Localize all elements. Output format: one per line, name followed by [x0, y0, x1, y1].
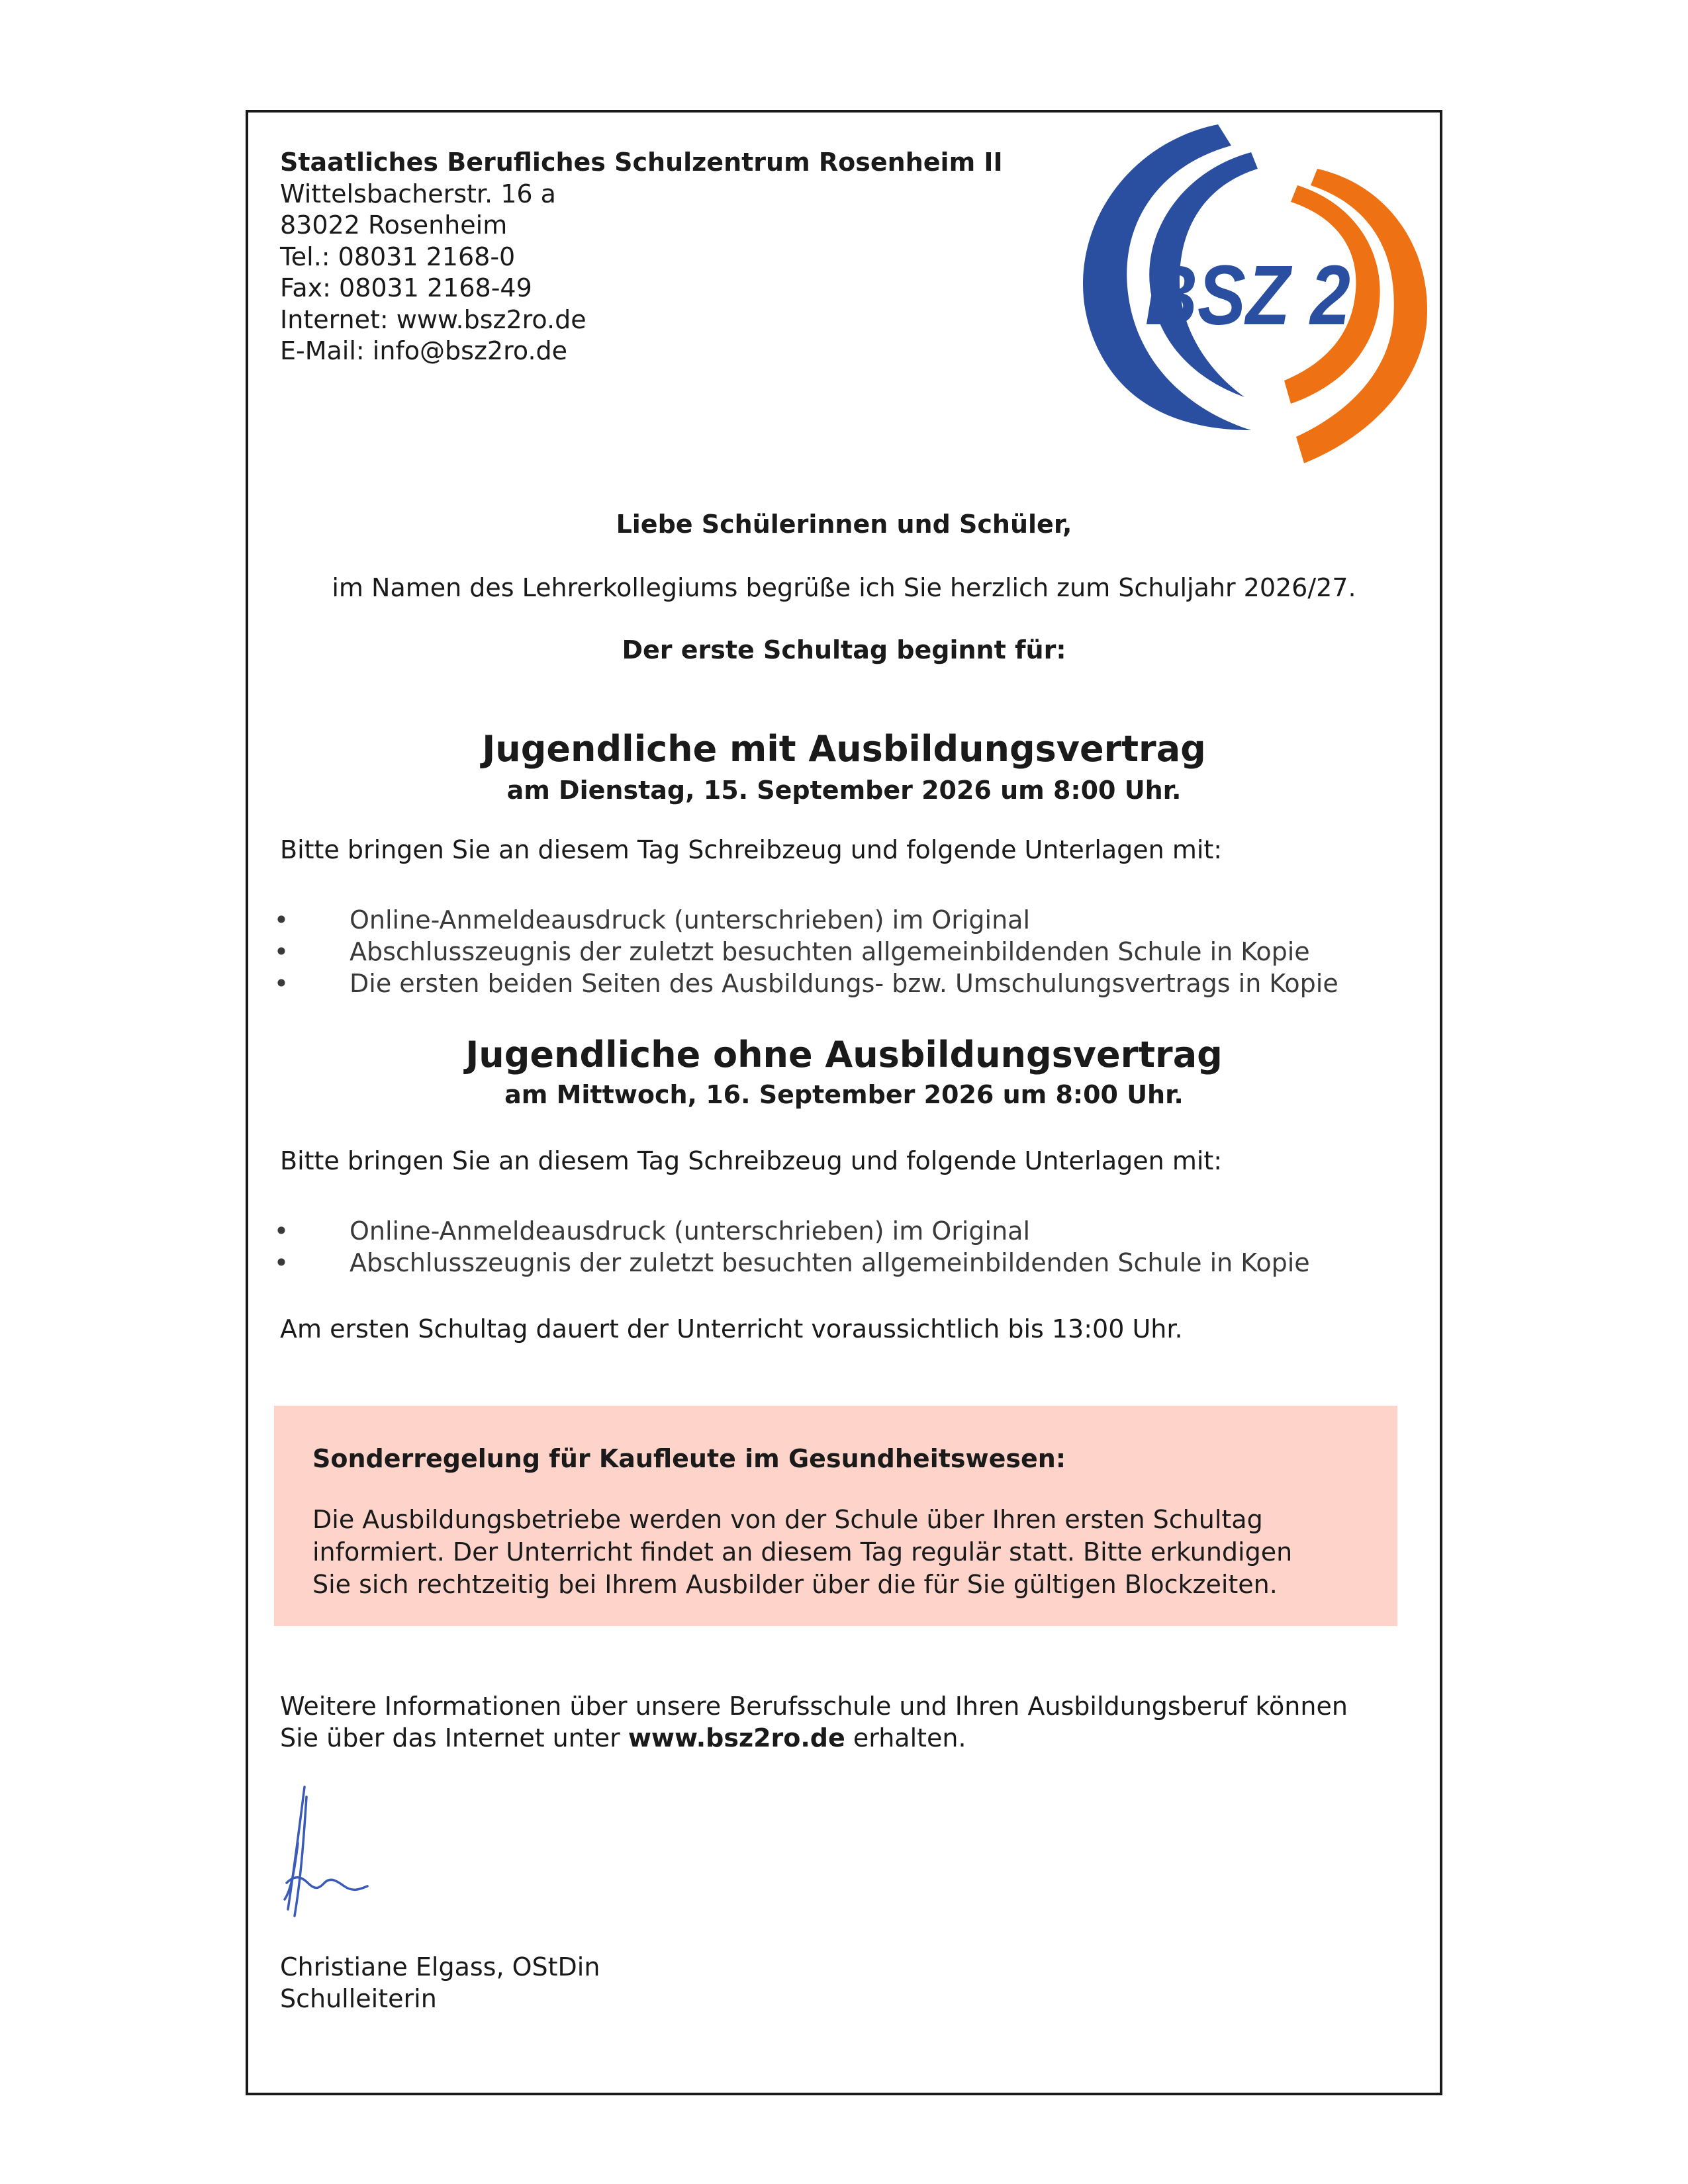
special-rule-notice — [274, 1406, 1397, 1626]
group1-document-list — [271, 904, 1338, 999]
address-city: 83022 Rosenheim — [280, 210, 508, 240]
group2-bring-text: Bitte bringen Sie an diesem Tag Schreibzeug und folgende Unterlagen mit: — [280, 1146, 1223, 1175]
phone-number: Tel.: 08031 2168-0 — [280, 242, 516, 271]
group1-bring-text: Bitte bringen Sie an diesem Tag Schreibzeug und folgende Unterlagen mit: — [280, 835, 1223, 864]
website: Internet: www.bsz2ro.de — [280, 304, 586, 334]
handwritten-signature — [275, 1784, 374, 1923]
group2-title: Jugendliche ohne Ausbildungsvertrag — [465, 1034, 1223, 1075]
fax-number: Fax: 08031 2168-49 — [280, 273, 532, 302]
list-item: • Abschlusszeugnis der zuletzt besuchten allgemeinbildenden Schule in Kopie — [273, 1248, 1310, 1277]
logo-text: BSZ 2 — [1145, 248, 1350, 343]
list-item: • Die ersten beiden Seiten des Ausbildungs- bzw. Umschulungsvertrags in Kopie — [273, 969, 1338, 998]
further-info: Weitere Informationen über unsere Berufsschule und Ihren Ausbildungsberuf können Sie über das Internet unter www.bsz2ro.de erhalten. — [280, 1692, 1348, 1752]
signer-role: Schulleiterin — [280, 1984, 437, 2013]
greeting: Liebe Schülerinnen und Schüler, — [616, 510, 1072, 539]
list-item: • Online-Anmeldeausdruck (unterschrieben) im Original — [273, 1216, 1031, 1246]
email-address: E-Mail: info@bsz2ro.de — [280, 336, 568, 365]
address-street: Wittelsbacherstr. 16 a — [280, 179, 556, 208]
signer-block — [280, 1951, 600, 2015]
group1-title: Jugendliche mit Ausbildungsvertrag — [482, 728, 1206, 770]
welcome-text: im Namen des Lehrerkollegiums begrüße ich Sie herzlich zum Schuljahr 2026/27. — [332, 573, 1356, 602]
list-item: • Abschlusszeugnis der zuletzt besuchten allgemeinbildenden Schule in Kopie — [273, 937, 1310, 966]
list-item: • Online-Anmeldeausdruck (unterschrieben) im Original — [273, 905, 1031, 934]
notice-text: Die Ausbildungsbetriebe werden von der Schule über Ihren ersten Schultag informiert. Der Unterricht findet an diesem Tag regulär statt. Bitte erkundigen Sie sich rechtzeitig bei Ihrem Ausbilder über die für Sie gültigen Blockzeiten. — [312, 1505, 1293, 1599]
notice-title: Sonderregelung für Kaufleute im Gesundheitswesen: — [312, 1444, 1066, 1473]
bsz2-logo — [1059, 119, 1443, 467]
website-link[interactable]: www.bsz2ro.de — [628, 1723, 845, 1752]
group2-document-list — [271, 1215, 1310, 1279]
group1-date: am Dienstag, 15. September 2026 um 8:00 Uhr. — [506, 776, 1182, 805]
signer-name: Christiane Elgass, OStDin — [280, 1952, 600, 1981]
group2-date: am Mittwoch, 16. September 2026 um 8:00 Uhr. — [504, 1080, 1184, 1109]
address-block — [280, 147, 1003, 367]
school-name: Staatliches Berufliches Schulzentrum Rosenheim II — [280, 148, 1003, 177]
first-day-intro: Der erste Schultag beginnt für: — [622, 635, 1066, 664]
school-duration-text: Am ersten Schultag dauert der Unterricht voraussichtlich bis 13:00 Uhr. — [280, 1314, 1183, 1343]
